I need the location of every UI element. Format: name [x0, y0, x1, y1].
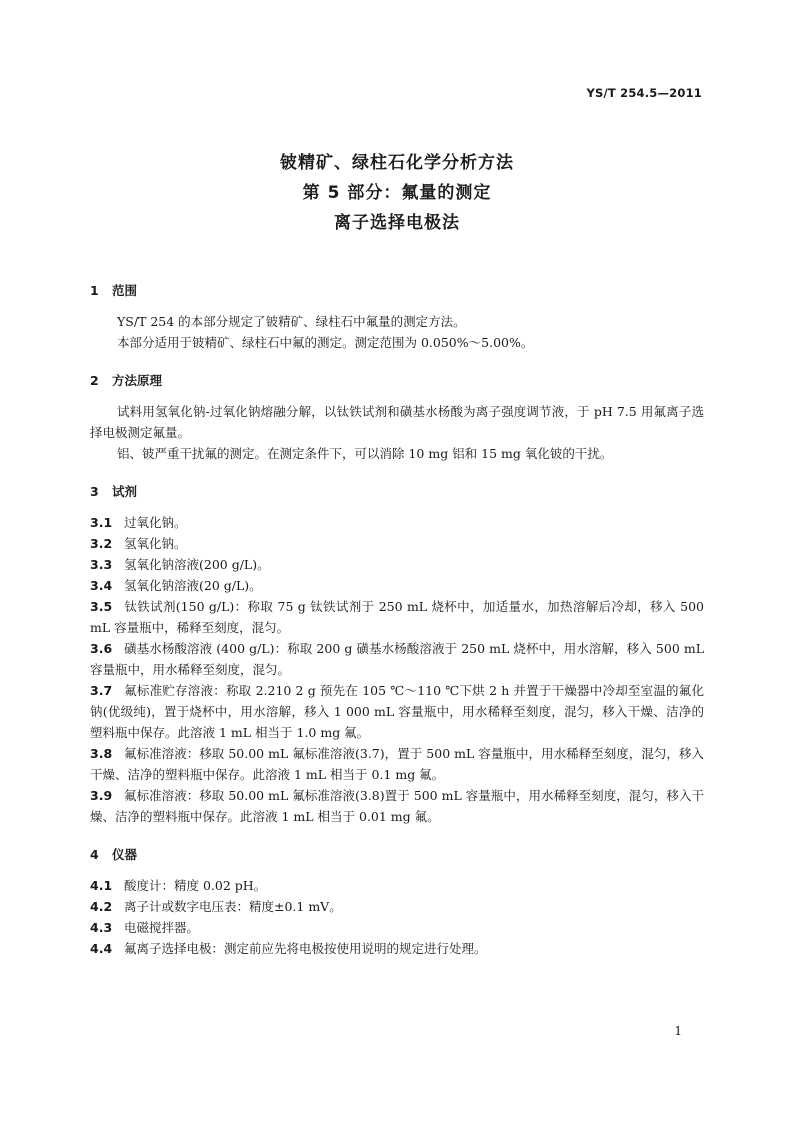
- reagent-item: [90, 533, 704, 554]
- item-text: 电磁搅拌器。: [124, 920, 200, 935]
- apparatus-item: [90, 875, 704, 896]
- section-number: 4: [90, 847, 99, 862]
- title-line-1: 铍精矿、绿柱石化学分析方法: [280, 153, 514, 173]
- item-number: 3.2: [90, 536, 113, 551]
- item-text: 氢氧化钠溶液(20 g/L)。: [124, 578, 262, 593]
- reagent-item: [90, 575, 704, 596]
- item-number: 4.3: [90, 920, 113, 935]
- section-number: 3: [90, 484, 99, 499]
- item-text: 离子计或数字电压表：精度±0.1 mV。: [124, 899, 342, 914]
- apparatus-item: [90, 917, 704, 938]
- section-title: 试剂: [112, 484, 138, 499]
- section-title: 方法原理: [112, 373, 163, 388]
- reagent-item: [90, 596, 704, 638]
- scope-paragraph: YS/T 254 的本部分规定了铍精矿、绿柱石中氟量的测定方法。: [117, 314, 466, 329]
- item-text: 氟标准贮存溶液：称取 2.210 2 g 预先在 105 ℃～110 ℃下烘 2 h 并置于干燥器中冷却至室温的氟化钠(优级纯)，置于烧杯中，用水溶解，移入 1 000 mL 容量瓶中，用水稀释至刻度，混匀，移入干燥、洁净的塑料瓶中保存。此溶液 1 mL 相当于 1.0 mg 氟。: [90, 683, 704, 740]
- reagent-item: [90, 785, 704, 827]
- principle-paragraph: 铝、铍严重干扰氟的测定。在测定条件下，可以消除 10 mg 铝和 15 mg 氧化铍的干扰。: [117, 446, 613, 461]
- item-number: 3.9: [90, 788, 113, 803]
- principle-paragraph: 试料用氢氧化钠-过氧化钠熔融分解，以钛铁试剂和磺基水杨酸为离子强度调节液，于 pH 7.5 用氟离子选择电极测定氟量。: [90, 404, 704, 440]
- page-number: 1: [674, 1024, 682, 1038]
- item-text: 氢氧化钠溶液(200 g/L)。: [124, 557, 270, 572]
- title-line-3: 离子选择电极法: [334, 213, 460, 233]
- item-number: 3.3: [90, 557, 113, 572]
- section-heading-scope: [90, 280, 704, 301]
- scope-paragraph: 本部分适用于铍精矿、绿柱石中氟的测定。测定范围为 0.050%～5.00%。: [117, 335, 534, 350]
- section-heading-principle: [90, 370, 704, 391]
- reagent-item: [90, 743, 704, 785]
- item-text: 磺基水杨酸溶液 (400 g/L)：称取 200 g 磺基水杨酸溶液于 250 mL 烧杯中，用水溶解，移入 500 mL 容量瓶中，用水稀释至刻度，混匀。: [90, 641, 704, 677]
- apparatus-item: [90, 896, 704, 917]
- reagent-item: [90, 512, 704, 533]
- item-text: 氢氧化钠。: [124, 536, 187, 551]
- section-number: 2: [90, 373, 99, 388]
- item-number: 3.5: [90, 599, 113, 614]
- item-number: 3.7: [90, 683, 113, 698]
- document-body: [90, 280, 704, 959]
- item-number: 4.2: [90, 899, 113, 914]
- item-text: 过氧化钠。: [124, 515, 187, 530]
- item-text: 氟标准溶液：移取 50.00 mL 氟标准溶液(3.7)，置于 500 mL 容量瓶中，用水稀释至刻度，混匀，移入干燥、洁净的塑料瓶中保存。此溶液 1 mL 相当于 0.1 mg 氟。: [90, 746, 704, 782]
- apparatus-item: [90, 938, 704, 959]
- item-number: 3.8: [90, 746, 113, 761]
- section-title: 仪器: [112, 847, 138, 862]
- item-number: 3.4: [90, 578, 113, 593]
- section-heading-apparatus: [90, 844, 704, 865]
- reagent-item: [90, 554, 704, 575]
- standard-code: YS/T 254.5—2011: [586, 86, 702, 100]
- reagent-item: [90, 638, 704, 680]
- title-line-2: 第 5 部分：氟量的测定: [302, 183, 492, 203]
- item-text: 钛铁试剂(150 g/L)：称取 75 g 钛铁试剂于 250 mL 烧杯中，加适量水，加热溶解后冷却，移入 500 mL 容量瓶中，稀释至刻度，混匀。: [90, 599, 704, 635]
- item-number: 4.4: [90, 941, 113, 956]
- reagent-item: [90, 680, 704, 743]
- document-title: [0, 148, 794, 238]
- item-text: 氟标准溶液：移取 50.00 mL 氟标准溶液(3.8)置于 500 mL 容量瓶中，用水稀释至刻度，混匀，移入干燥、洁净的塑料瓶中保存。此溶液 1 mL 相当于 0.01 mg 氟。: [90, 788, 704, 824]
- item-text: 氟离子选择电极：测定前应先将电极按使用说明的规定进行处理。: [124, 941, 487, 956]
- item-text: 酸度计：精度 0.02 pH。: [124, 878, 267, 893]
- item-number: 3.6: [90, 641, 113, 656]
- item-number: 4.1: [90, 878, 113, 893]
- section-heading-reagents: [90, 481, 704, 502]
- section-title: 范围: [112, 283, 138, 298]
- section-number: 1: [90, 283, 99, 298]
- item-number: 3.1: [90, 515, 113, 530]
